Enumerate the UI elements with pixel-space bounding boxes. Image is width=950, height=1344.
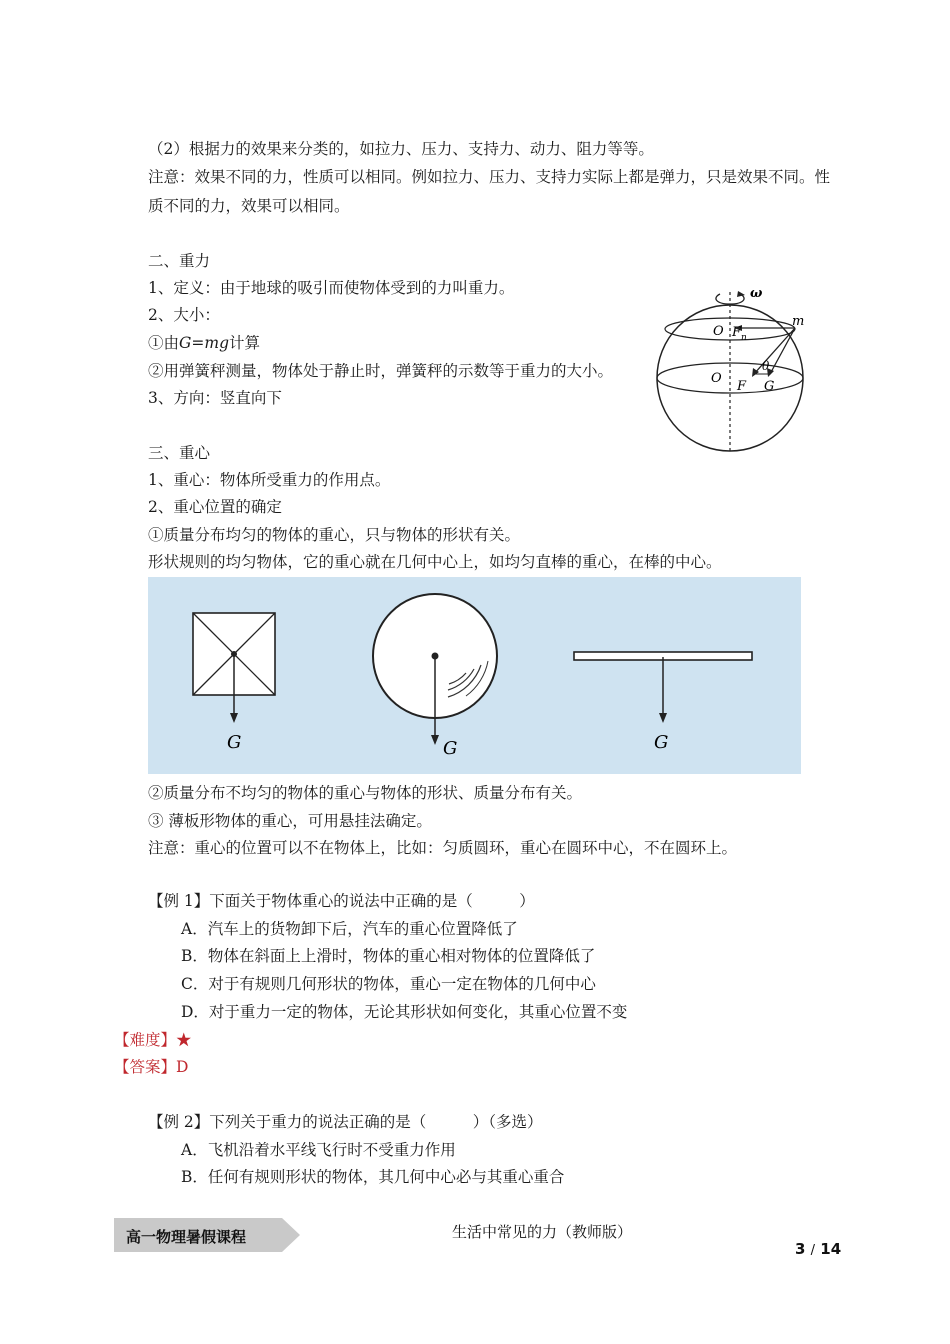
cog-nonuniform: ②质量分布不均匀的物体的重心与物体的形状、质量分布有关。 — [148, 784, 583, 802]
gravity-definition: 1、定义：由于地球的吸引而使物体受到的力叫重力。 — [148, 279, 515, 297]
gravity-formula-line — [148, 333, 260, 353]
g-label: G — [764, 379, 775, 394]
note-1-line-2: 质不同的力，效果可以相同。 — [148, 197, 350, 215]
square-g-label: G — [227, 732, 242, 753]
cog-position: 2、重心位置的确定 — [148, 498, 282, 516]
omega-label: ω — [750, 286, 763, 301]
answer-label: 【答案】 — [114, 1058, 177, 1076]
theta-label: θ — [762, 359, 770, 373]
example-1-option-b: B．物体在斜面上上滑时，物体的重心相对物体的位置降低了 — [181, 947, 596, 965]
gravity-direction: 3、方向：竖直向下 — [148, 389, 282, 407]
page-total: 14 — [820, 1240, 842, 1258]
rod-g-label: G — [654, 732, 669, 753]
answer-value: D — [176, 1058, 189, 1076]
example-1-difficulty — [114, 1030, 192, 1050]
footer-course: 高一物理暑假课程 — [126, 1228, 247, 1246]
cog-heading: 三、重心 — [148, 444, 211, 462]
example-2-question: 【例 2】下列关于重力的说法正确的是（ ）（多选） — [148, 1113, 543, 1131]
f-arrow — [754, 328, 795, 374]
note-1-line-1: 注意：效果不同的力，性质可以相同。例如拉力、压力、支持力实际上都是弹力，只是效果不同。性 — [148, 168, 831, 186]
example-1-answer — [114, 1057, 188, 1077]
gravity-formula-prefix: ①由 — [148, 334, 180, 352]
difficulty-star-icon: ★ — [176, 1031, 192, 1049]
f-bottom-label: F — [737, 379, 747, 394]
example-1-option-c: C．对于有规则几何形状的物体，重心一定在物体的几何中心 — [181, 975, 596, 993]
note-2: 注意：重心的位置可以不在物体上，比如：匀质圆环，重心在圆环中心，不在圆环上。 — [148, 839, 738, 857]
footer-title: 生活中常见的力（教师版） — [452, 1223, 633, 1241]
disc-g-arrowhead-icon — [431, 735, 439, 745]
example-2-option-b: B．任何有规则形状的物体，其几何中心必与其重心重合 — [181, 1168, 565, 1186]
cog-figure — [148, 577, 801, 774]
cog-plate: ③ 薄板形物体的重心，可用悬挂法确定。 — [148, 812, 432, 830]
gravity-formula: G=mg — [179, 334, 230, 352]
square-g-arrowhead-icon — [230, 713, 238, 723]
page-current: 3 — [795, 1240, 806, 1258]
example-2-option-a: A．飞机沿着水平线飞行时不受重力作用 — [181, 1141, 456, 1159]
difficulty-label: 【难度】 — [114, 1031, 177, 1049]
gravity-spring: ②用弹簧秤测量，物体处于静止时，弹簧秤的示数等于重力的大小。 — [148, 362, 614, 380]
gravity-formula-suffix: 计算 — [229, 334, 261, 352]
cog-figure-panel — [148, 577, 801, 774]
disc-g-label: G — [443, 738, 458, 759]
gravity-size: 2、大小： — [148, 306, 220, 324]
example-1-question: 【例 1】下面关于物体重心的说法中正确的是（ ） — [148, 892, 535, 910]
m-label: m — [792, 314, 805, 329]
example-1-option-d: D．对于重力一定的物体，无论其形状如何变化，其重心位置不变 — [181, 1003, 628, 1021]
classification-2: （2）根据力的效果来分类的，如拉力、压力、支持力、动力、阻力等等。 — [148, 140, 654, 158]
fn-subscript: n — [741, 333, 747, 343]
cog-uniform: ①质量分布均匀的物体的重心，只与物体的形状有关。 — [148, 526, 521, 544]
gravity-heading: 二、重力 — [148, 252, 211, 270]
cog-definition: 1、重心：物体所受重力的作用点。 — [148, 471, 391, 489]
rod-g-arrowhead-icon — [659, 713, 667, 723]
example-1-option-a: A．汽车上的货物卸下后，汽车的重心位置降低了 — [181, 920, 518, 938]
fn-label: F — [732, 325, 742, 340]
footer-course-tab — [114, 1218, 300, 1252]
earth-gravity-figure — [650, 280, 820, 458]
page-number — [795, 1240, 841, 1258]
o-top-label: O — [713, 324, 724, 339]
page-separator: / — [810, 1243, 816, 1258]
o-center-label: O — [711, 371, 722, 386]
cog-regular: 形状规则的均匀物体，它的重心就在几何中心上，如均匀直棒的重心，在棒的中心。 — [148, 553, 722, 571]
